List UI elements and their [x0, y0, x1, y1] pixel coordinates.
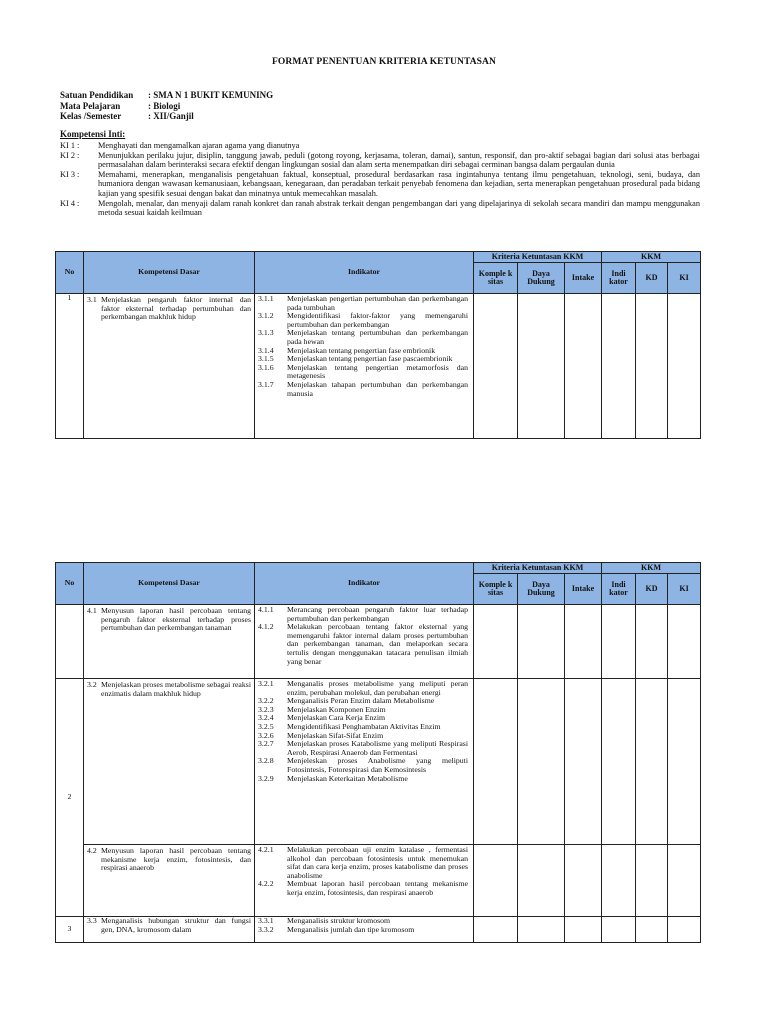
table-row	[56, 917, 701, 943]
meta-value: : Biologi	[148, 100, 181, 111]
header-indikator: Indikator	[255, 252, 474, 294]
kd-text: Menjelaskan proses metabolisme sebagai reaksi enzimatis dalam makhluk hidup	[101, 680, 251, 698]
kkm-indikator-cell[interactable]	[602, 679, 636, 845]
indikator-text: Menjeleskan proses Anabolisme yang meliputi Fotosintesis, Fotorespirasi dan Kemosintesis	[287, 756, 468, 774]
indikator-number: 3.3.1	[258, 916, 274, 925]
kkm-kd-cell[interactable]	[636, 679, 668, 845]
ki-text: Menunjukkan perilaku jujur, disiplin, tanggung jawab, peduli (gotong royong, kerjasama, toleran, damai), santun, responsif, dan pro-aktif sebagai bagian dari solusi atas berbagai permasalahan dalam berinteraksi secara efektif dengan lingkungan sosial dan alam serta menempatkan diri sebagai cerminan bangsa dalam pergaulan dunia	[98, 150, 700, 170]
ki-code: KI 2 :	[60, 150, 80, 160]
kkm-ki-cell[interactable]	[668, 845, 701, 917]
kd-text: Menganalisis hubungan struktur dan fungsi gen, DNA, kromosom dalam	[101, 916, 251, 934]
header-kkm: KKM	[602, 563, 701, 574]
indikator-item	[258, 623, 468, 666]
intake-cell[interactable]	[565, 605, 602, 679]
kd-text: Menyusun laporan hasil percobaan tentang mekanisme kerja enzim, fotosintesis, dan respirasi anaerob	[101, 846, 251, 873]
meta-row-class	[60, 111, 273, 122]
intake-cell[interactable]	[565, 917, 602, 943]
meta-value: : SMA N 1 BUKIT KEMUNING	[148, 90, 274, 100]
indikator-text: Menganalisis struktur kromosom	[287, 916, 391, 925]
kd-number: 3.3	[87, 916, 97, 925]
daya-dukung-cell[interactable]	[518, 294, 565, 439]
ki-item	[60, 199, 700, 218]
intake-cell[interactable]	[565, 294, 602, 439]
kd-item	[87, 847, 251, 873]
indikator-text: Menjelaskan Komponen Enzim	[287, 704, 386, 714]
kd-cell	[84, 605, 255, 679]
header-daya-dukung: Daya Dukung	[518, 574, 565, 605]
indikator-cell	[255, 294, 474, 439]
meta-label: Kelas /Semester	[60, 111, 122, 121]
kkm-indikator-cell[interactable]	[602, 605, 636, 679]
intake-cell[interactable]	[565, 679, 602, 845]
kompleksitas-cell[interactable]	[474, 679, 518, 845]
kkm-ki-cell[interactable]	[668, 917, 701, 943]
indikator-text: Merancang percobaan pengaruh faktor luar terhadap pertumbuhan dan perkembangan	[287, 605, 468, 623]
indikator-text: Menjelaskan tentang pengertian metamorfosis dan metagenesis	[287, 362, 468, 381]
indikator-text: Menjelaskan Cara Kerja Enzim	[287, 713, 386, 723]
header-intake: Intake	[565, 263, 602, 294]
header-indikator: Indikator	[255, 563, 474, 605]
indikator-text: Membuat laporan hasil percobaan tentang mekanisme kerja enzim, fotosintesis, dan respirasi anaerob	[287, 879, 468, 897]
kkm-ki-cell[interactable]	[668, 294, 701, 439]
document-title: FORMAT PENENTUAN KRITERIA KETUNTASAN	[272, 57, 496, 67]
indikator-cell	[255, 917, 474, 943]
indikator-text: Menjelaskan tentang pengertian fase embrionik	[287, 345, 436, 355]
row-number: 2	[56, 679, 84, 917]
header-kompleksitas: Komple k sitas	[474, 574, 518, 605]
indikator-number: 3.1.6	[258, 362, 274, 372]
indikator-text: Mengidentifikasi Penghambatan Aktivitas Enzim	[287, 721, 441, 731]
indikator-number: 4.2.1	[258, 845, 274, 854]
meta-label: Satuan Pendidikan	[60, 90, 134, 100]
header-kd: KD	[636, 263, 668, 294]
kd-number: 4.2	[87, 846, 97, 855]
kompleksitas-cell[interactable]	[474, 605, 518, 679]
indikator-item	[258, 740, 468, 757]
indikator-number: 3.2.5	[258, 721, 274, 731]
indikator-number: 3.2.1	[258, 679, 274, 688]
kkm-indikator-cell[interactable]	[602, 845, 636, 917]
kkm-kd-cell[interactable]	[636, 845, 668, 917]
indikator-number: 4.1.2	[258, 622, 274, 632]
indikator-number: 3.2.8	[258, 756, 274, 766]
indikator-item	[258, 381, 468, 398]
indikator-item	[258, 606, 468, 623]
header-intake: Intake	[565, 574, 602, 605]
row-number: 1	[56, 294, 84, 439]
indikator-number: 3.2.2	[258, 696, 274, 706]
kd-cell	[84, 679, 255, 845]
indikator-text: Melakukan percobaan uji enzim katalase , fermentasi alkohol dan percobaan fotosintesis untuk menemukan sifat dan cara kerja enzim, proses katabolisme dan proses anabolisme	[287, 845, 468, 880]
indikator-item	[258, 329, 468, 346]
indikator-text: Melakukan percobaan tentang faktor eksternal yang memengaruhi faktor internal dalam proses pertumbuhan dan perkembangan tanaman, dan melaporkan secara tertulis dengan menggunakan tatacara penulisan ilmiah yang benar	[287, 622, 468, 666]
meta-value: : XII/Ganjil	[148, 111, 194, 121]
kkm-kd-cell[interactable]	[636, 917, 668, 943]
header-ki: KI	[668, 263, 701, 294]
indikator-text: Menganalisis Peran Enzim dalam Metabolisme	[287, 696, 435, 706]
ki-list	[60, 141, 700, 218]
indikator-text: Menjelaskan tentang pengertian fase pascaembrionik	[287, 354, 453, 364]
indikator-number: 3.1.3	[258, 328, 274, 338]
kkm-indikator-cell[interactable]	[602, 917, 636, 943]
intake-cell[interactable]	[565, 845, 602, 917]
indikator-number: 3.3.2	[258, 924, 274, 934]
kd-item	[87, 296, 251, 322]
indikator-number: 3.1.4	[258, 345, 274, 355]
kompleksitas-cell[interactable]	[474, 845, 518, 917]
kd-cell	[84, 294, 255, 439]
kd-cell	[84, 917, 255, 943]
indikator-number: 3.1.2	[258, 311, 274, 321]
indikator-number: 4.2.2	[258, 879, 274, 889]
table-row	[56, 294, 701, 439]
header-kd: KD	[636, 574, 668, 605]
indikator-text: Menganalisis jumlah dan tipe kromosom	[287, 924, 415, 934]
header-ki: KI	[668, 574, 701, 605]
header-indikator-short: Indi kator	[602, 263, 636, 294]
meta-row-subject	[60, 101, 273, 112]
indikator-number: 3.2.9	[258, 773, 274, 783]
header-no: No	[56, 563, 84, 605]
header-kompleksitas: Komple k sitas	[474, 263, 518, 294]
kkm-ki-cell[interactable]	[668, 605, 701, 679]
indikator-text: Menjelaskan tentang pertumbuhan dan perkembangan pada hewan	[287, 328, 468, 346]
kkm-indikator-cell[interactable]	[602, 294, 636, 439]
meta-label: Mata Pelajaran	[60, 100, 121, 111]
kkm-ki-cell[interactable]	[668, 679, 701, 845]
indikator-number: 3.2.6	[258, 730, 274, 740]
kd-text: Menjelaskan pengaruh faktor internal dan faktor eksternal terhadap pertumbuhan dan perkembangan makhluk hidup	[101, 295, 251, 322]
indikator-number: 3.2.4	[258, 713, 274, 723]
kkm-table-1	[55, 251, 701, 439]
row-number	[56, 605, 84, 679]
kd-item	[87, 681, 251, 698]
indikator-item	[258, 680, 468, 697]
daya-dukung-cell[interactable]	[518, 917, 565, 943]
indikator-cell	[255, 605, 474, 679]
indikator-number: 3.2.7	[258, 739, 274, 749]
header-no: No	[56, 252, 84, 294]
table-row	[56, 679, 701, 845]
indikator-text: Mengidentifikasi faktor-faktor yang memengaruhi pertumbuhan dan perkembangan	[287, 311, 468, 329]
row-number: 3	[56, 917, 84, 943]
kompleksitas-cell[interactable]	[474, 917, 518, 943]
table-row	[56, 605, 701, 679]
header-indikator-short: Indi kator	[602, 574, 636, 605]
indikator-number: 3.1.7	[258, 379, 274, 389]
header-kriteria-ketuntasan: Kriteria Ketuntasan KKM	[474, 252, 602, 263]
indikator-item	[258, 312, 468, 329]
kompleksitas-cell[interactable]	[474, 294, 518, 439]
indikator-item	[258, 846, 468, 880]
kkm-table-2	[55, 562, 701, 943]
table-row	[56, 845, 701, 917]
indikator-item	[258, 295, 468, 312]
kd-number: 3.2	[87, 680, 97, 689]
kd-number: 3.1	[87, 295, 97, 304]
ki-code: KI 1 :	[60, 141, 80, 150]
ki-text: Mengolah, menalar, dan menyaji dalam ranah konkret dan ranah abstrak terkait dengan pengembangan dari yang dipelajarinya di sekolah secara mandiri dan mampu menggunakan metoda sesuai kaidah keilmuan	[98, 198, 700, 218]
header-kompetensi-dasar: Kompetensi Dasar	[84, 563, 255, 605]
meta-row-school	[60, 90, 273, 101]
indikator-item	[258, 364, 468, 381]
ki-item	[60, 141, 700, 151]
header-kompetensi-dasar: Kompetensi Dasar	[84, 252, 255, 294]
indikator-text: Menjelaskan Sifat-Sifat Enzim	[287, 730, 384, 740]
indikator-item	[258, 757, 468, 774]
daya-dukung-cell[interactable]	[518, 845, 565, 917]
indikator-number: 4.1.1	[258, 605, 274, 614]
kd-item	[87, 607, 251, 633]
ki-text: Menghayati dan mengamalkan ajaran agama yang dianutnya	[98, 141, 300, 150]
indikator-number: 3.1.5	[258, 354, 274, 364]
indikator-text: Menjelaskan pengertian pertumbuhan dan perkembangan pada tumbuhan	[287, 294, 468, 312]
indikator-cell	[255, 845, 474, 917]
ki-item	[60, 170, 700, 199]
ki-heading: Kompetensi Inti:	[60, 129, 126, 139]
ki-code: KI 4 :	[60, 198, 80, 208]
document-meta	[60, 90, 273, 122]
kkm-kd-cell[interactable]	[636, 294, 668, 439]
kd-item	[87, 917, 251, 934]
kkm-kd-cell[interactable]	[636, 605, 668, 679]
header-kriteria-ketuntasan: Kriteria Ketuntasan KKM	[474, 563, 602, 574]
ki-code: KI 3 :	[60, 169, 80, 179]
kd-number: 4.1	[87, 606, 97, 615]
kd-cell	[84, 845, 255, 917]
daya-dukung-cell[interactable]	[518, 679, 565, 845]
indikator-text: Menganalis proses metabolisme yang meliputi peran enzim, perubahan molekul, dan perubahan energi	[287, 679, 468, 697]
ki-item	[60, 151, 700, 170]
indikator-item	[258, 880, 468, 897]
indikator-cell	[255, 679, 474, 845]
kd-text: Menyusun laporan hasil percobaan tentang pengaruh faktor eksternal terhadap proses pertumbuhan dan perkembangan tanaman	[101, 606, 251, 633]
indikator-text: Menjelaskan Keterkaitan Metabolisme	[287, 773, 408, 783]
indikator-number: 3.1.1	[258, 294, 274, 303]
daya-dukung-cell[interactable]	[518, 605, 565, 679]
indikator-text: Menjelaskan proses Katabolisme yang meliputi Respirasi Aerob, Respirasi Anaerob dan Fermentasi	[287, 739, 468, 757]
ki-text: Memahami, menerapkan, menganalisis pengetahuan faktual, konseptual, prosedural berdasarkan rasa ingintahunya tentang ilmu pengetahuan, teknologi, seni, budaya, dan humaniora dengan wawasan kemanusiaan, kebangsaan, kenegaraan, dan peradaban terkait penyebab fenomena dan kejadian, serta menerapkan pengetahuan prosedural pada bidang kajian yang spesifik sesuai dengan bakat dan minatnya untuk memecahkan masalah.	[98, 169, 700, 198]
header-daya-dukung: Daya Dukung	[518, 263, 565, 294]
header-kkm: KKM	[602, 252, 701, 263]
indikator-text: Menjelaskan tahapan pertumbuhan dan perkembangan manusia	[287, 379, 468, 398]
indikator-item	[258, 926, 468, 935]
indikator-number: 3.2.3	[258, 704, 274, 714]
indikator-item	[258, 775, 468, 784]
